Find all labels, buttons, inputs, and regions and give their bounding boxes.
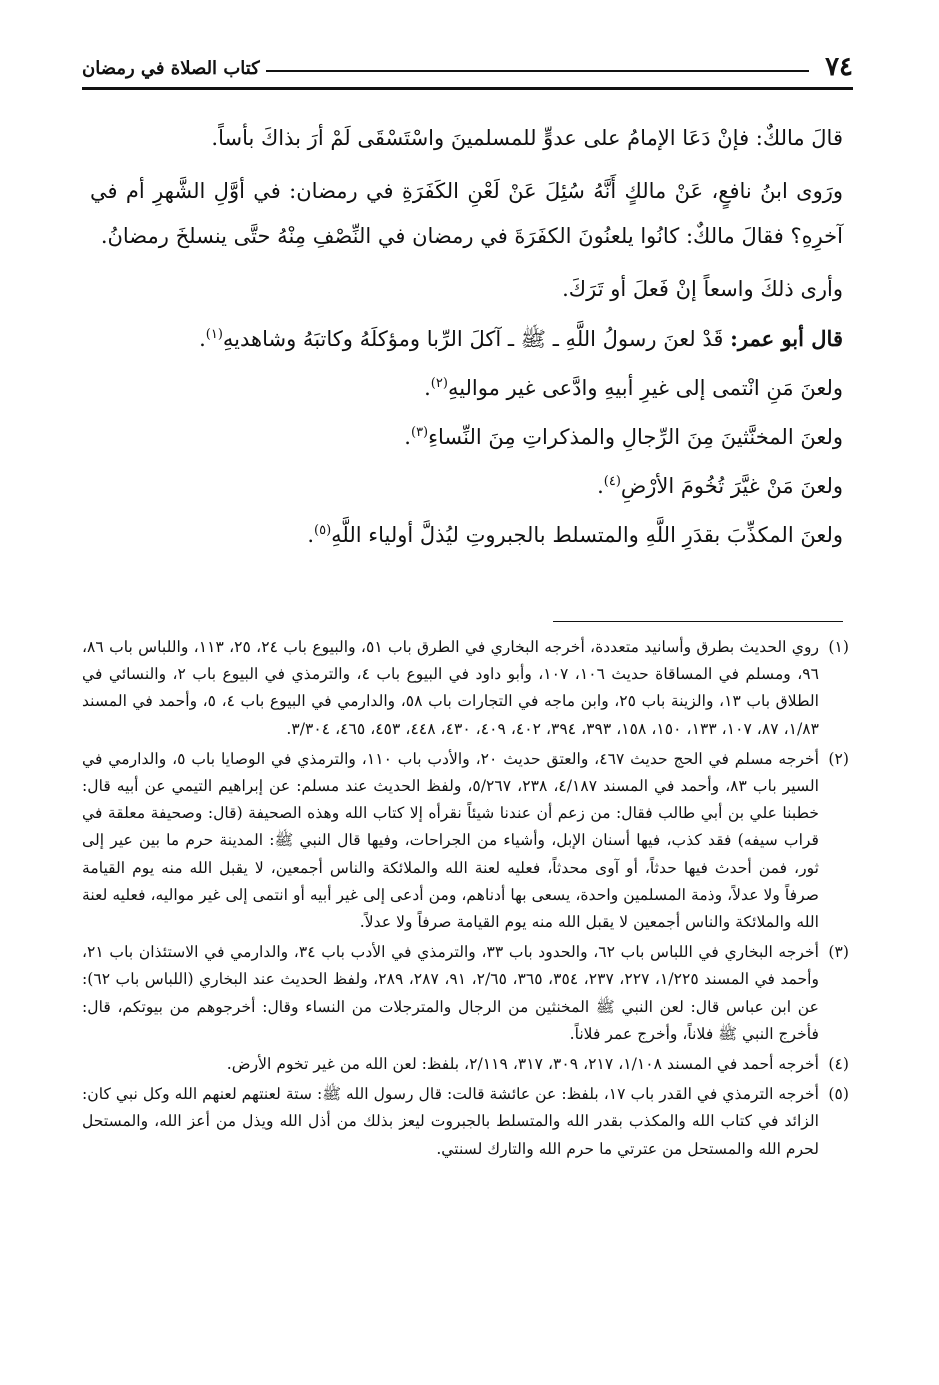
sentence-end: . xyxy=(307,523,314,547)
paragraph xyxy=(90,513,843,558)
paragraph-text: ولعنَ مَنِ انْتمى إلى غيرِ أبيهِ وادَّعى غير مواليهِ xyxy=(447,376,843,400)
paragraph xyxy=(90,366,843,411)
paragraph-text: قالَ مالكٌ: فإنْ دَعَا الإمامُ على عدوٍّ للمسلمينَ واسْتَسْقَى لَمْ أرَ بذاكَ بأساً. xyxy=(211,126,843,150)
page-number: ٧٤ xyxy=(825,52,853,82)
footnotes-section xyxy=(82,634,849,1166)
paragraph-text: وأرى ذلكَ واسعاً إنْ فَعلَ أو تَرَكَ. xyxy=(562,277,843,301)
speaker-name: قال أبو عمر: xyxy=(730,326,843,351)
running-title: كتاب الصلاة في رمضان xyxy=(82,58,260,79)
header-decorative-line xyxy=(266,70,809,72)
footnote-text: أخرجه البخاري في اللباس باب ٦٢، والحدود باب ٣٣، والترمذي في الأدب باب ٣٤، والدارمي في الاستئذان باب ٢١، وأحمد في المسند ١/٢٢٥، ٢٢٧، ٢٣٧، ٣٥٤، ٣٦٥، ٢/٦٥، ٩١، ٢٨٧، ٢٨٩، ولفظ الحديث عند البخاري (اللباس باب ٦٢): عن ابن عباس قال: لعن النبي ﷺ المخنثين من الرجال والمترجلات من النساء وقال: أخرجوهم من بيوتكم، قال: فأخرج النبي ﷺ فلاناً، وأخرج عمر فلاناً. xyxy=(82,943,820,1043)
sentence-end: . xyxy=(404,425,411,449)
footnote-number: (٢) xyxy=(828,749,849,768)
footnote-number: (٥) xyxy=(828,1085,849,1104)
footnote xyxy=(82,939,849,1048)
footnote xyxy=(82,1081,849,1163)
paragraph-text: ورَوى ابنُ نافعٍ، عَنْ مالكٍ أَنَّهُ سُئِلَ عَنْ لَعْنِ الكَفَرَةِ في رمضان: في أوَّلِ الشَّهرِ أم في آخرِهِ؟ فقالَ مالكٌ: كانُوا يلعنُونَ الكفَرَةَ في رمضان في النِّصْفِ مِنْهُ حتَّى ينسلخَ رمضانُ. xyxy=(90,179,843,248)
footnote-ref[interactable]: (٣) xyxy=(410,425,429,440)
footnote-separator xyxy=(553,621,843,622)
footnote xyxy=(82,1051,849,1078)
sentence-end: . xyxy=(597,474,604,498)
footnote xyxy=(82,634,849,743)
footnote xyxy=(82,746,849,936)
footnote-number: (١) xyxy=(828,638,849,656)
page-header xyxy=(82,46,853,82)
footnote-ref[interactable]: (٤) xyxy=(603,474,621,489)
paragraph xyxy=(90,464,843,509)
sentence-end: . xyxy=(199,327,206,351)
footnote-number: (٣) xyxy=(828,943,849,962)
footnote-ref[interactable]: (٢) xyxy=(430,376,448,391)
main-text xyxy=(90,116,843,562)
sentence-end: . xyxy=(424,376,431,400)
footnote-text: أخرجه الترمذي في القدر باب ١٧، بلفظ: عن عائشة قالت: قال رسول الله ﷺ: ستة لعنتهم لعنهم الله وكل نبي كان: الزائد في كتاب الله والمكذب بقدر الله والمتسلط بالجبروت ليعز بذلك من أذل الله ويذل من أعز الله، والمستحل لحرم الله والمستحل من عترتي ما حرم الله والتارك لسنتي. xyxy=(82,1085,819,1158)
footnote-ref[interactable]: (٥) xyxy=(314,523,332,538)
paragraph xyxy=(90,116,843,161)
paragraph xyxy=(90,169,843,259)
paragraph xyxy=(90,316,843,362)
footnote-number: (٤) xyxy=(828,1055,849,1074)
paragraph-text: قَدْ لعنَ رسولُ اللَّهِ ـ ﷺ ـ آكلَ الرِّبا ومؤكلَهُ وكاتبَهُ وشاهديهِ xyxy=(222,327,724,351)
paragraph xyxy=(90,267,843,312)
footnote-text: روي الحديث بطرق وأسانيد متعددة، أخرجه البخاري في الطرق باب ٥١، والبيوع باب ٢٤، ٢٥، ١١٣، واللباس باب ٨٦، ٩٦، ومسلم في المساقاة حديث ١٠٦، ١٠٧، وأبو داود في البيوع باب ٤، والترمذي في البيوع باب ٢، والنسائي في الطلاق باب ١٣، والزينة باب ٢٥، وابن ماجه في التجارات باب ٥٨، والدارمي في البيوع باب ٤، ٥، وأحمد في المسند ١/٨٣، ٨٧، ١٠٧، ١٣٣، ١٥٠، ١٥٨، ٣٩٣، ٣٩٤، ٤٠٢، ٤٠٩، ٤٣٠، ٤٤٨، ٤٥٣، ٤٦٥، ٣/٣٠٤. xyxy=(82,638,820,738)
paragraph-text: ولعنَ مَنْ غيَّرَ تُخُومَ الأرْضِ xyxy=(620,474,843,498)
header-rule xyxy=(82,87,853,90)
paragraph-text: ولعنَ المخنَّثينَ مِنَ الرِّجالِ والمذكراتِ مِنَ النِّساءِ xyxy=(428,425,843,449)
paragraph-text: ولعنَ المكذِّبَ بقدَرِ اللَّهِ والمتسلط بالجبروتِ ليُذلَّ أولياء اللَّهِ xyxy=(331,523,843,547)
paragraph xyxy=(90,415,843,460)
footnote-ref[interactable]: (١) xyxy=(205,327,223,342)
footnote-text: أخرجه أحمد في المسند ١/١٠٨، ٢١٧، ٣٠٩، ٣١٧، ٢/١١٩، بلفظ: لعن الله من غير تخوم الأرض. xyxy=(226,1055,819,1074)
footnote-text: أخرجه مسلم في الحج حديث ٤٦٧، والعتق حديث ٢٠، والأدب باب ١١٠، والترمذي في الوصايا باب ٥، والدارمي في السير باب ٨٣، وأحمد في المسند ٤/١٨٧، ٢٣٨، ٥/٢٦٧، ولفظ الحديث عند مسلم: عن إبراهيم التيمي عن أبيه قال: خطبنا علي بن أبي طالب فقال: من زعم أن عندنا شيئاً نقرأه إلا كتاب الله وهذه الصحيفة (قال: وصحيفة معلقة في قراب سيفه) فقد كذب، فيها أسنان الإبل، وأشياء من الجراحات، وفيها قال النبي ﷺ: المدينة حرم ما بين عير إلى ثور، فمن أحدث فيها حدثاً، أو آوى محدثاً، فعليه لعنة الله والملائكة والناس أجمعين، لا يقبل الله منه يوم القيامة صرفاً ولا عدلاً، وذمة المسلمين واحدة، يسعى بها أدناهم، ومن أدعى إلى غير أبيه أو انتمى إلى غير مواليه، فعليه لعنة الله والملائكة والناس أجمعين لا يقبل الله منه يوم القيامة صرفاً ولا عدلاً. xyxy=(82,749,819,932)
